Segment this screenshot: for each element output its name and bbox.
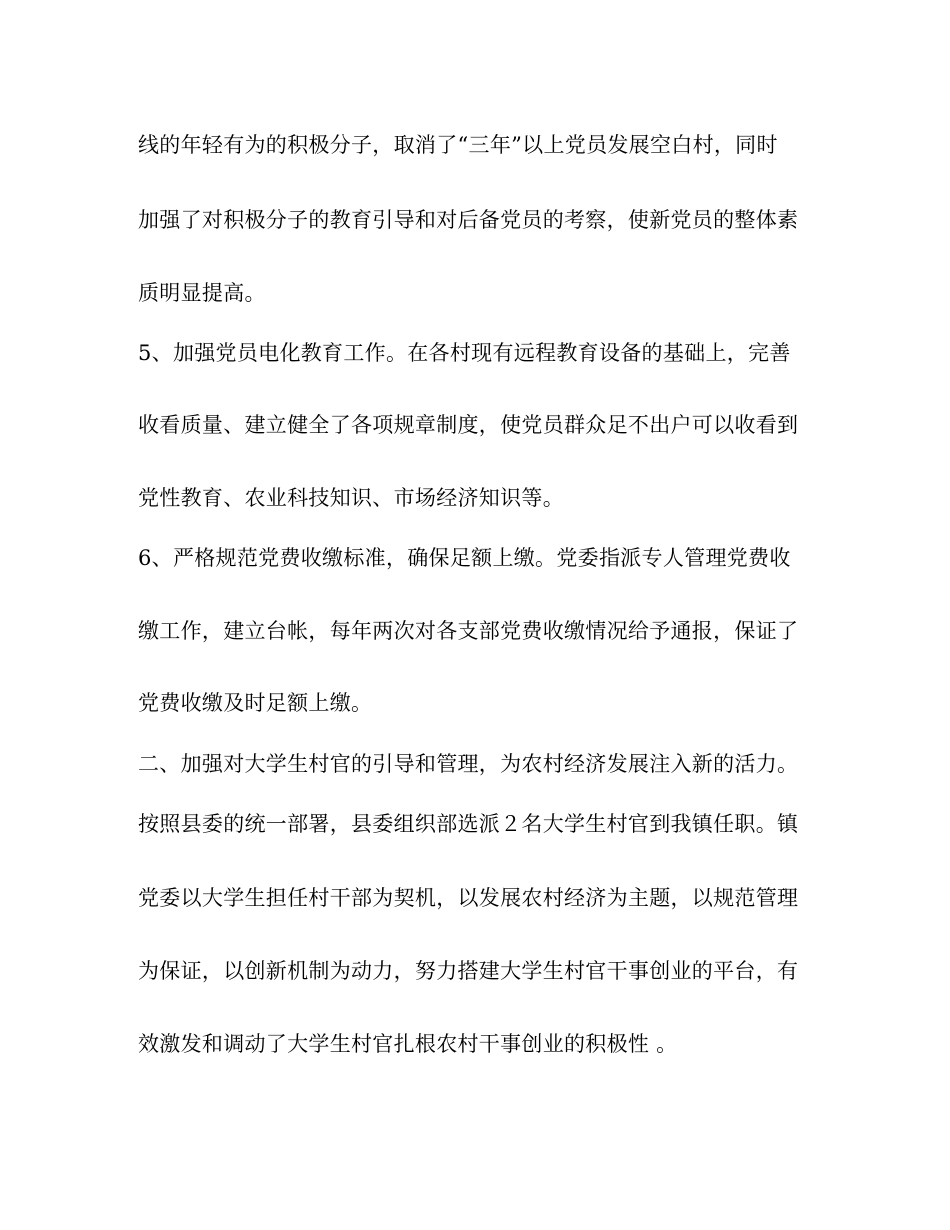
- text-line: 缴工作，建立台帐，每年两次对各支部党费收缴情况给予通报，保证了: [138, 619, 799, 643]
- text-line: 按照县委的统一部署，县委组织部选派２名大学生村官到我镇任职。镇: [138, 812, 799, 836]
- text-line: 党性教育、农业科技知识、市场经济知识等。: [138, 486, 564, 510]
- text-line: 质明显提高。: [138, 281, 266, 305]
- text-line: 5、加强党员电化教育工作。在各村现有远程教育设备的基础上，完善: [138, 341, 791, 365]
- text-line: 6、严格规范党费收缴标准，确保足额上缴。党委指派专人管理党费收: [138, 546, 791, 570]
- text-line: 为保证，以创新机制为动力，努力搭建大学生村官干事创业的平台，有: [138, 959, 799, 983]
- text-line: 收看质量、建立健全了各项规章制度，使党员群众足不出户可以收看到: [138, 413, 799, 437]
- text-line: 效激发和调动了大学生村官扎根农村干事创业的积极性 。: [138, 1032, 678, 1056]
- text-line: 党费收缴及时足额上缴。: [138, 691, 373, 715]
- text-line: 加强了对积极分子的教育引导和对后备党员的考察，使新党员的整体素: [138, 208, 799, 232]
- text-line: 线的年轻有为的积极分子，取消了“三年”以上党员发展空白村，同时: [138, 133, 778, 157]
- text-line: 二、加强对大学生村官的引导和管理，为农村经济发展注入新的活力。: [138, 752, 799, 776]
- text-line: 党委以大学生担任村干部为契机，以发展农村经济为主题，以规范管理: [138, 886, 799, 910]
